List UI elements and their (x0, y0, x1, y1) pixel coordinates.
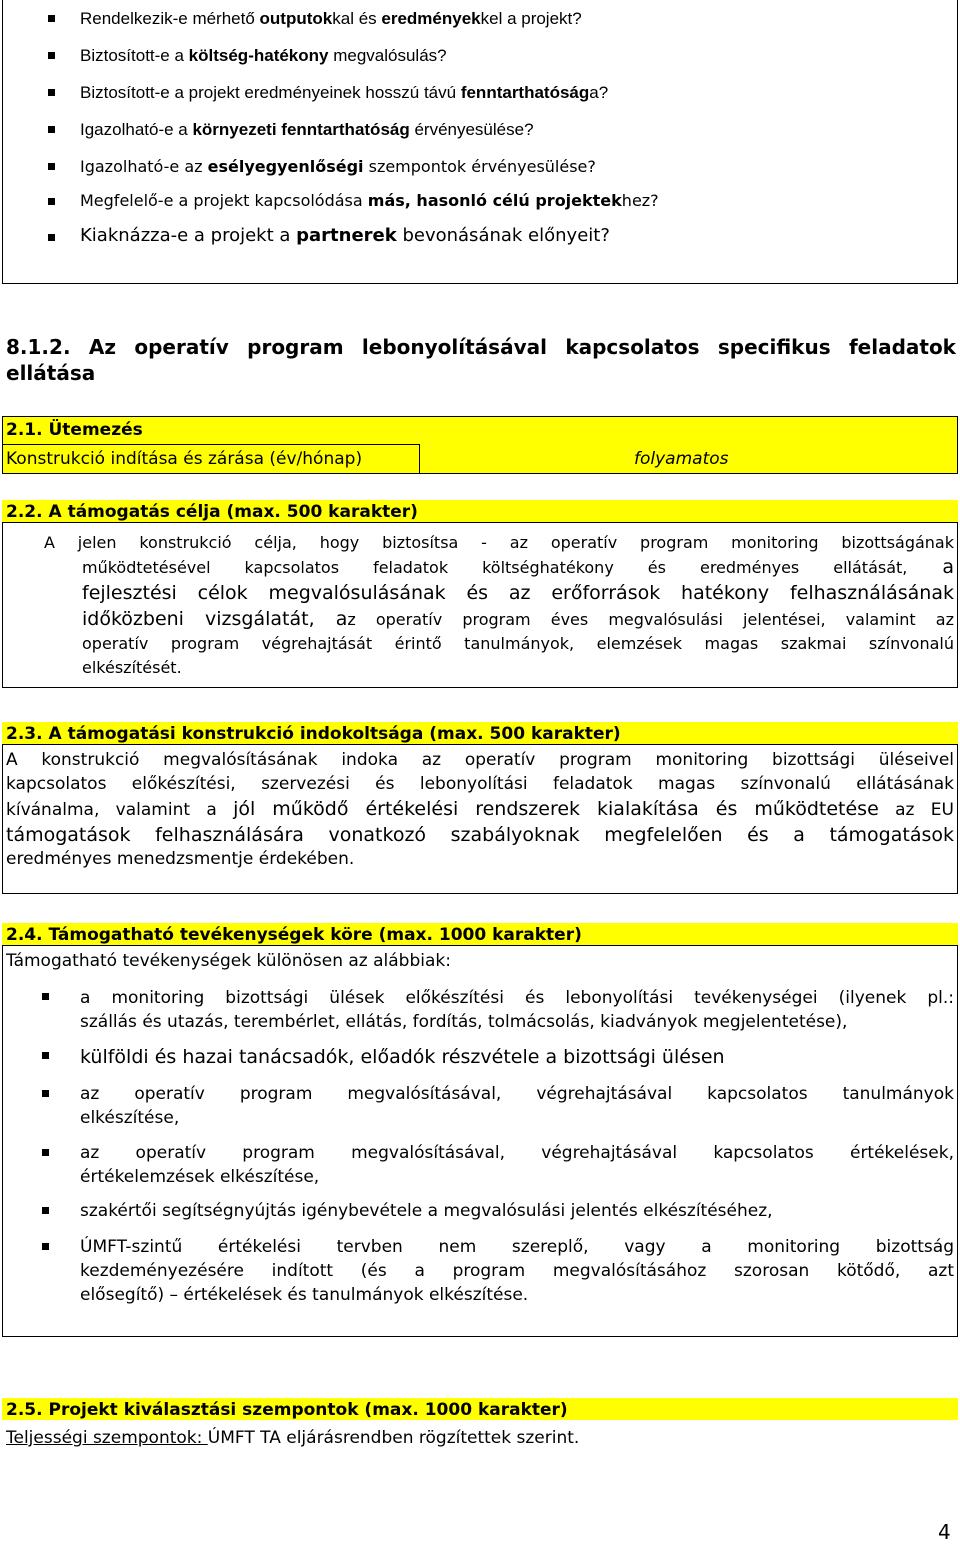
list-item-cont: szállás és utazás, terembérlet, ellátás, fordítás, tolmácsolás, kiadványok megjelentetése), (80, 1012, 848, 1032)
list-item: Kiaknázza-e a projekt a partnerek bevonásának előnyeit? (80, 225, 610, 246)
bullet-square-icon (48, 15, 55, 22)
bullet-square-icon (48, 163, 55, 170)
goal-title: 2.2. A támogatás célja (max. 500 karakter) (6, 502, 418, 522)
bullet-square-icon (48, 234, 55, 241)
list-item: az operatív program megvalósításával, végrehajtásával kapcsolatos értékelések, (80, 1143, 954, 1163)
bullet-square-icon (42, 1090, 49, 1097)
goal-line: fejlesztési célok megvalósulásának és az erőforrások hatékony felhasználásának (82, 582, 954, 604)
list-item: Megfelelő-e a projekt kapcsolódása más, hasonló célú projektekhez? (80, 191, 659, 210)
goal-line: elkészítését. (82, 658, 182, 677)
bullet-square-icon (42, 1207, 49, 1214)
justification-line: kívánalma, valamint a jól működő értékelési rendszerek kialakítása és működtetése az EU (6, 798, 954, 820)
page-number: 4 (938, 1520, 951, 1544)
list-item-cont: elősegítő) – értékelések és tanulmányok elkészítése. (80, 1285, 529, 1305)
list-item-cont: kezdeményezésére indított (és a program megvalósításához szorosan kötődő, azt (80, 1261, 954, 1281)
selection-label: Teljességi szempontok: (6, 1428, 208, 1448)
justification-title: 2.3. A támogatási konstrukció indokoltsága (max. 500 karakter) (6, 724, 621, 744)
activities-title: 2.4. Támogatható tevékenységek köre (max. 1000 karakter) (6, 925, 582, 945)
list-item-cont: értékelemzések elkészítése, (80, 1167, 320, 1187)
bullet-square-icon (42, 1149, 49, 1156)
list-item: Igazolható-e az esélyegyenlőségi szempontok érvényesülése? (80, 157, 596, 176)
list-item: az operatív program megvalósításával, végrehajtásával kapcsolatos tanulmányok (80, 1084, 954, 1104)
list-item: szakértői segítségnyújtás igénybevétele a megvalósulási jelentés elkészítéséhez, (80, 1201, 773, 1221)
justification-line: támogatások felhasználására vonatkozó szabályoknak megfelelően és a támogatások (6, 824, 954, 846)
justification-line: kapcsolatos előkészítési, szervezési és lebonyolítási feladatok magas színvonalú ellátásának (6, 774, 954, 794)
selection-criteria (6, 1426, 579, 1450)
list-item-cont: elkészítése, (80, 1108, 180, 1128)
bullet-square-icon (42, 1052, 49, 1059)
selection-text: ÚMFT TA eljárásrendben rögzítettek szerint. (207, 1428, 580, 1448)
schedule-value: folyamatos (634, 449, 729, 469)
list-item: ÚMFT-szintű értékelési tervben nem szereplő, vagy a monitoring bizottság (80, 1237, 954, 1257)
bullet-square-icon (48, 52, 55, 59)
list-item: a monitoring bizottsági ülések előkészítési és lebonyolítási tevékenységei (ilyenek pl.: (80, 988, 954, 1008)
bullet-square-icon (48, 198, 55, 205)
bullet-square-icon (48, 89, 55, 96)
goal-line: A jelen konstrukció célja, hogy biztosítsa - az operatív program monitoring bizottságának (44, 533, 954, 552)
list-item: Biztosított-e a költség-hatékony megvalósulás? (80, 46, 447, 65)
schedule-label: Konstrukció indítása és zárása (év/hónap) (6, 449, 363, 469)
justification-line: A konstrukció megvalósításának indoka az operatív program monitoring bizottsági üléseivel (6, 750, 954, 770)
goal-line: időközbeni vizsgálatát, az operatív program éves megvalósulási jelentései, valamint az (82, 608, 954, 630)
selection-title: 2.5. Projekt kiválasztási szempontok (max. 1000 karakter) (6, 1400, 568, 1420)
bullet-square-icon (48, 126, 55, 133)
bullet-square-icon (42, 1243, 49, 1250)
list-item: külföldi és hazai tanácsadók, előadók részvétele a bizottsági ülésen (80, 1046, 725, 1068)
list-item: Rendelkezik-e mérhető outputokkal és eredményekkel a projekt? (80, 9, 582, 28)
schedule-title: 2.1. Ütemezés (6, 420, 143, 440)
goal-line: működtetésével kapcsolatos feladatok költséghatékony és eredményes ellátását, a (82, 556, 954, 578)
activities-intro: Támogatható tevékenységek különösen az alábbiak: (6, 951, 451, 971)
list-item: Igazolható-e a környezeti fenntarthatóság érvényesülése? (80, 120, 534, 139)
justification-line: eredményes menedzsmentje érdekében. (6, 849, 355, 869)
goal-line: operatív program végrehajtását érintő tanulmányok, elemzések magas szakmai színvonalú (82, 634, 954, 653)
bullet-square-icon (42, 993, 49, 1000)
list-item: Biztosított-e a projekt eredményeinek hosszú távú fenntarthatósága? (80, 83, 609, 102)
section-title: 8.1.2. Az operatív program lebonyolításával kapcsolatos specifikus feladatok ellátása (6, 335, 956, 385)
